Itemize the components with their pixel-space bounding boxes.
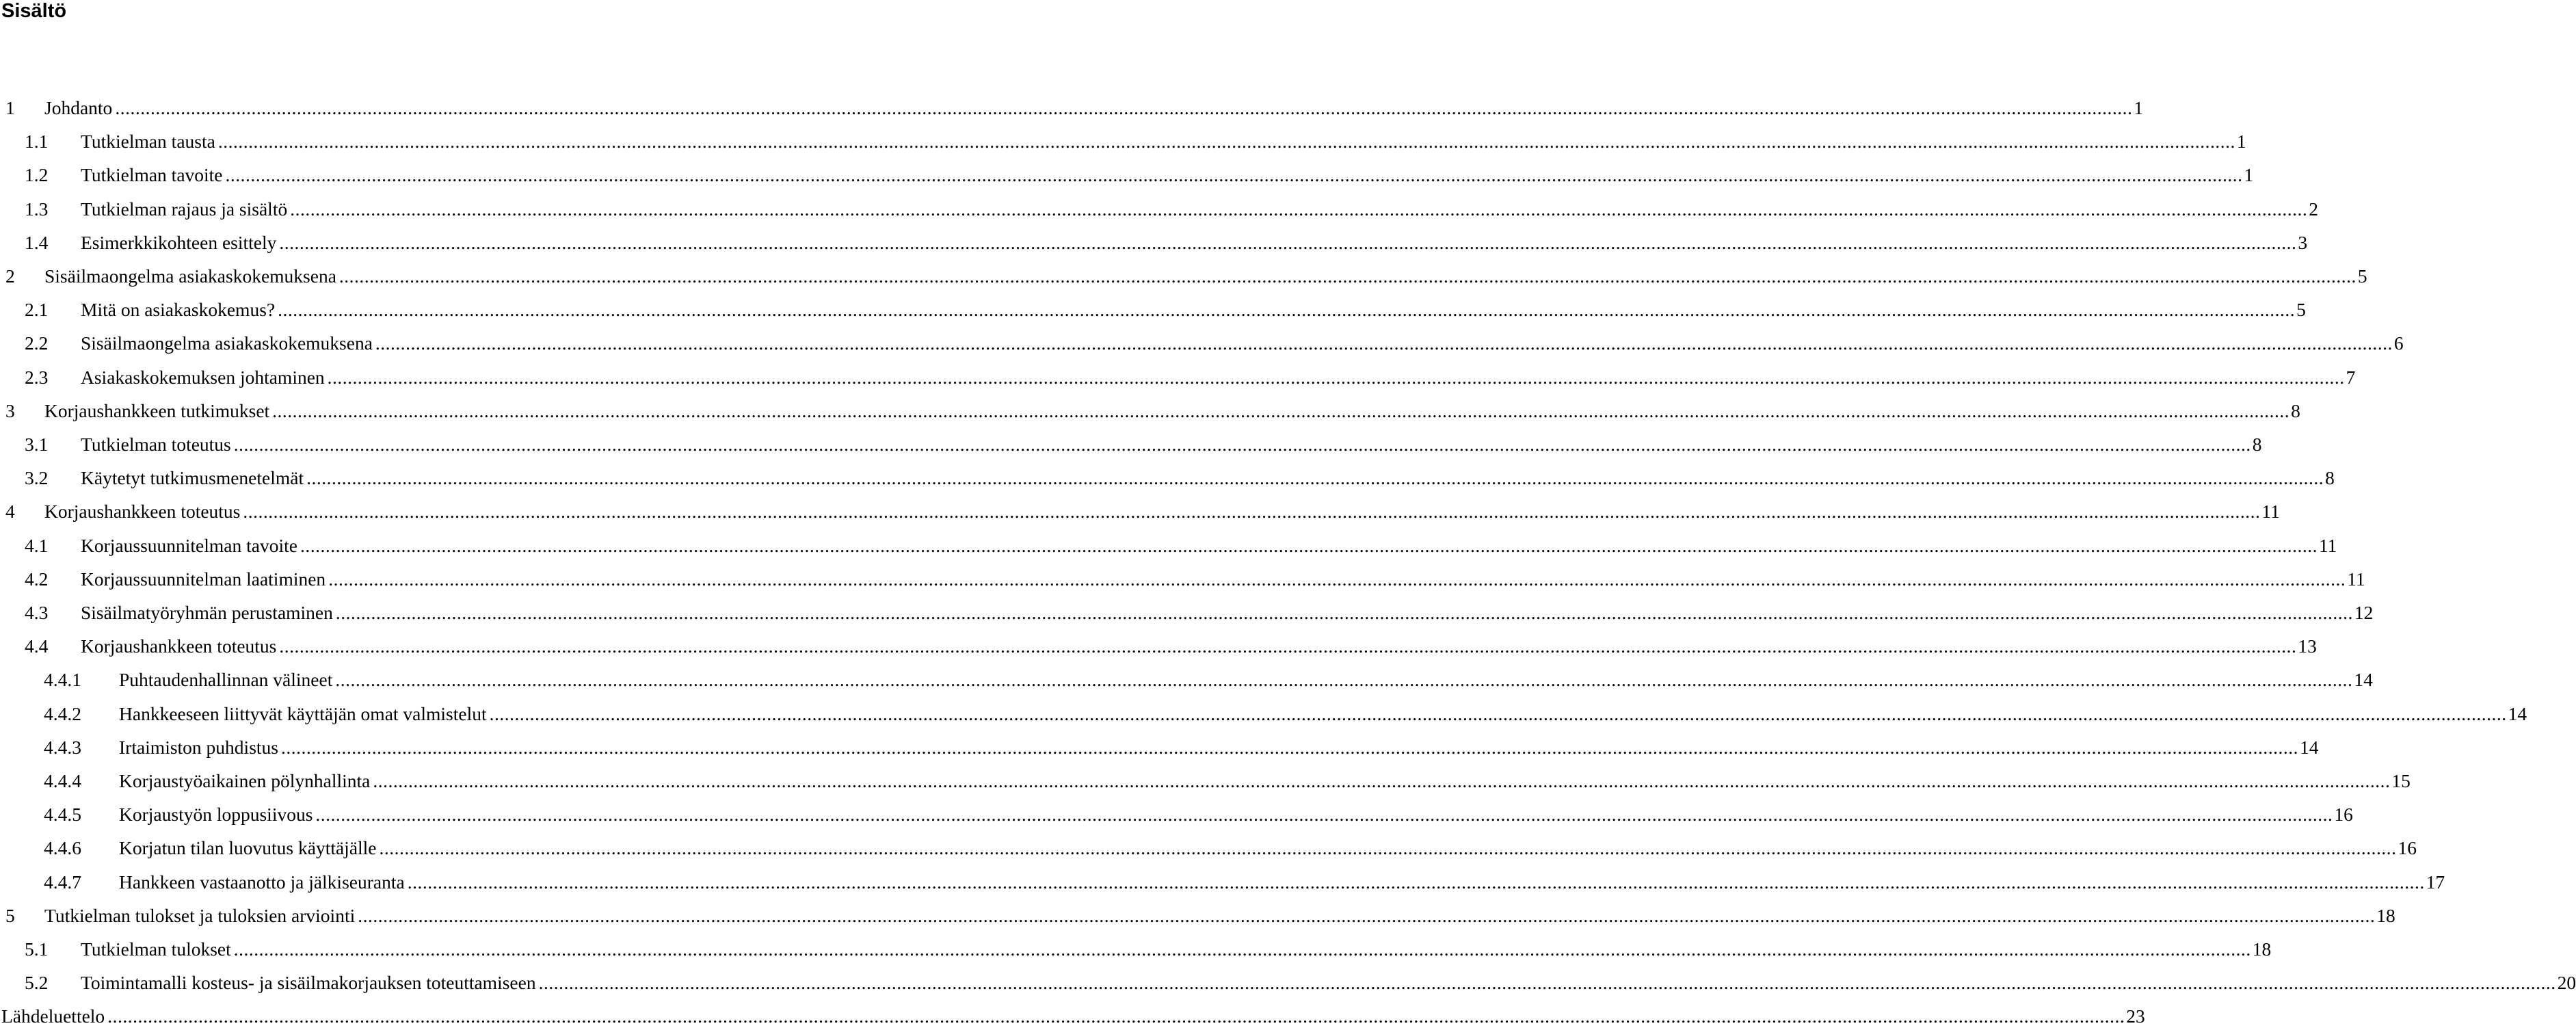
toc-entry-title: Sisäilmaongelma asiakaskokemuksena — [81, 332, 373, 354]
toc-entry-page-number: 8 — [2252, 434, 2262, 455]
toc-entry[interactable] — [0, 769, 2411, 793]
toc-entry[interactable] — [0, 803, 2353, 826]
toc-entry-title: Toimintamalli kosteus- ja sisäilmakorjauksen toteuttamiseen — [81, 972, 536, 994]
toc-entry-number: 5 — [5, 904, 15, 926]
toc-entry-number: 3.1 — [25, 434, 49, 455]
toc-entry-page-number: 6 — [2393, 332, 2404, 354]
dot-leader: ................................................................................................................................................................................................................................................................................................................................................................................................................ — [379, 837, 2397, 859]
toc-entry-number: 4.4.4 — [44, 770, 81, 791]
toc-entry[interactable] — [0, 298, 2306, 321]
dot-leader: ................................................................................................................................................................................................................................................................................................................................................................................................................ — [233, 938, 2251, 960]
toc-entry-page-number: 17 — [2426, 871, 2445, 893]
toc-entry-page-number: 5 — [2357, 265, 2367, 287]
toc-entry[interactable] — [0, 534, 2337, 557]
toc-entry-page-number: 11 — [2261, 501, 2280, 523]
toc-entry-page-number: 16 — [2398, 837, 2417, 859]
toc-entry[interactable] — [0, 836, 2417, 860]
toc-entry-page-number: 8 — [2325, 467, 2335, 489]
toc-entry[interactable] — [0, 198, 2318, 221]
toc-entry-page-number: 12 — [2354, 602, 2374, 623]
toc-entry-page-number: 20 — [2557, 972, 2576, 994]
dot-leader: ................................................................................................................................................................................................................................................................................................................................................................................................................ — [225, 164, 2243, 186]
toc-entry-number: 5.1 — [25, 938, 49, 960]
toc-entry-title: Puhtaudenhallinnan välineet — [119, 669, 333, 691]
toc-entry[interactable] — [0, 500, 2280, 523]
dot-leader: ................................................................................................................................................................................................................................................................................................................................................................................................................ — [281, 736, 2298, 758]
toc-entry-title: Esimerkkikohteen esittely — [81, 231, 277, 253]
toc-entry-title: Tutkielman tavoite — [81, 164, 223, 186]
toc-entry-number: 1.2 — [25, 164, 49, 186]
toc-entry-number: 4.4.6 — [44, 837, 81, 859]
toc-entry-title: Tutkielman tulokset — [81, 938, 231, 960]
toc-entry-number: 4.4.2 — [44, 702, 81, 724]
dot-leader: ................................................................................................................................................................................................................................................................................................................................................................................................................ — [217, 131, 2235, 153]
toc-entry-number: 4.4 — [25, 635, 49, 657]
toc-entry[interactable] — [0, 366, 2356, 389]
toc-entry-number: 5.2 — [25, 972, 49, 994]
toc-entry[interactable] — [0, 601, 2374, 624]
toc-entry[interactable] — [0, 736, 2319, 759]
toc-entry-title: Korjatun tilan luovutus käyttäjälle — [119, 837, 377, 859]
toc-entry[interactable] — [0, 433, 2262, 456]
toc-entry-page-number: 7 — [2346, 366, 2356, 388]
toc-entry-title: Korjaushankkeen toteutus — [44, 501, 241, 523]
toc-entry-title: Tutkielman rajaus ja sisältö — [81, 198, 288, 220]
toc-entry-page-number: 11 — [2318, 534, 2337, 556]
toc-entry-page-number: 11 — [2347, 568, 2365, 590]
toc-entry[interactable] — [0, 466, 2335, 490]
toc-entry-title: Korjaushankkeen toteutus — [81, 635, 277, 657]
toc-entry-number: 2.2 — [25, 332, 49, 354]
toc-entry[interactable] — [0, 702, 2527, 726]
toc-entry-title: Korjaustyön loppusiivous — [119, 804, 313, 826]
toc-entry[interactable] — [0, 568, 2365, 591]
toc-entry-page-number: 5 — [2296, 299, 2306, 321]
toc-entry-title: Sisäilmatyöryhmän perustaminen — [81, 602, 333, 623]
toc-entry-page-number: 1 — [2244, 164, 2254, 186]
toc-entry[interactable] — [0, 265, 2367, 288]
toc-entry-title: Lähdeluettelo — [1, 1005, 105, 1027]
toc-entry-number: 4.4.1 — [44, 669, 81, 691]
dot-leader: ................................................................................................................................................................................................................................................................................................................................................................................................................ — [375, 332, 2393, 354]
dot-leader: ................................................................................................................................................................................................................................................................................................................................................................................................................ — [272, 399, 2290, 421]
toc-entry-number: 2.3 — [25, 366, 49, 388]
toc-entry[interactable] — [0, 971, 2576, 994]
toc-entry-page-number: 15 — [2391, 770, 2411, 791]
toc-entry[interactable] — [0, 1005, 2145, 1028]
toc-entry[interactable] — [0, 231, 2308, 254]
toc-entry-title: Tutkielman toteutus — [81, 434, 231, 455]
toc-entry-page-number: 2 — [2309, 198, 2318, 220]
toc-entry-title: Asiakaskokemuksen johtaminen — [81, 366, 325, 388]
toc-entry-number: 1 — [5, 97, 15, 118]
toc-entry-page-number: 8 — [2291, 399, 2300, 421]
dot-leader: ................................................................................................................................................................................................................................................................................................................................................................................................................ — [335, 669, 2353, 691]
dot-leader: ................................................................................................................................................................................................................................................................................................................................................................................................................ — [328, 568, 2346, 590]
toc-entry-title: Tutkielman tulokset ja tuloksien arviointi — [44, 904, 356, 926]
toc-entry-number: 2.1 — [25, 299, 49, 321]
dot-leader: ................................................................................................................................................................................................................................................................................................................................................................................................................ — [538, 972, 2556, 994]
toc-entry-page-number: 14 — [2508, 702, 2527, 724]
toc-entry-title: Korjaushankkeen tutkimukset — [44, 399, 270, 421]
dot-leader: ................................................................................................................................................................................................................................................................................................................................................................................................................ — [279, 231, 2297, 253]
dot-leader: ................................................................................................................................................................................................................................................................................................................................................................................................................ — [279, 635, 2297, 657]
toc-entry-page-number: 14 — [2354, 669, 2373, 691]
toc-entry-number: 4.3 — [25, 602, 49, 623]
dot-leader: ................................................................................................................................................................................................................................................................................................................................................................................................................ — [243, 501, 2261, 523]
toc-entry-page-number: 1 — [2134, 97, 2144, 118]
toc-entry-page-number: 16 — [2334, 804, 2353, 826]
toc-entry-number: 4.1 — [25, 534, 49, 556]
toc-entry-title: Korjaussuunnitelman tavoite — [81, 534, 297, 556]
dot-leader: ................................................................................................................................................................................................................................................................................................................................................................................................................ — [489, 702, 2507, 724]
dot-leader: ................................................................................................................................................................................................................................................................................................................................................................................................................ — [335, 602, 2353, 623]
dot-leader: ................................................................................................................................................................................................................................................................................................................................................................................................................ — [407, 871, 2425, 893]
toc-entry[interactable] — [0, 96, 2144, 120]
toc-entry-title: Irtaimiston puhdistus — [119, 736, 278, 758]
toc-entry-number: 1.1 — [25, 131, 49, 153]
dot-leader: ................................................................................................................................................................................................................................................................................................................................................................................................................ — [233, 434, 2251, 455]
dot-leader: ................................................................................................................................................................................................................................................................................................................................................................................................................ — [327, 366, 2345, 388]
toc-entry-title: Mitä on asiakaskokemus? — [81, 299, 276, 321]
toc-entry-page-number: 18 — [2252, 938, 2272, 960]
toc-entry-title: Hankkeeseen liittyvät käyttäjän omat valmistelut — [119, 702, 487, 724]
toc-entry[interactable] — [0, 904, 2395, 927]
toc-entry-title: Johdanto — [44, 97, 113, 118]
toc-entry-title: Hankkeen vastaanotto ja jälkiseuranta — [119, 871, 405, 893]
toc-entry-page-number: 1 — [2236, 131, 2246, 153]
toc-entry-number: 2 — [5, 265, 15, 287]
toc-entry[interactable] — [0, 130, 2246, 153]
toc-entry-number: 4.4.5 — [44, 804, 81, 826]
toc-entry-page-number: 18 — [2376, 904, 2395, 926]
dot-leader: ................................................................................................................................................................................................................................................................................................................................................................................................................ — [278, 299, 2296, 321]
toc-entry-number: 4 — [5, 501, 15, 523]
toc-entry[interactable] — [0, 635, 2317, 658]
toc-entry-title: Korjaustyöaikainen pölynhallinta — [119, 770, 371, 791]
dot-leader: ................................................................................................................................................................................................................................................................................................................................................................................................................ — [315, 804, 2333, 826]
toc-entry-number: 4.4.3 — [44, 736, 81, 758]
toc-entry-title: Korjaussuunnitelman laatiminen — [81, 568, 326, 590]
toc-entry[interactable] — [0, 871, 2445, 894]
toc-entry-title: Käytetyt tutkimusmenetelmät — [81, 467, 304, 489]
toc-entry-title: Sisäilmaongelma asiakaskokemuksena — [44, 265, 336, 287]
toc-entry-page-number: 3 — [2298, 231, 2308, 253]
toc-entry-number: 1.3 — [25, 198, 49, 220]
dot-leader: ................................................................................................................................................................................................................................................................................................................................................................................................................ — [373, 770, 2391, 791]
page-title: Sisältö — [1, 0, 67, 22]
toc-entry[interactable] — [0, 399, 2300, 423]
dot-leader: ................................................................................................................................................................................................................................................................................................................................................................................................................ — [300, 534, 2318, 556]
dot-leader: ................................................................................................................................................................................................................................................................................................................................................................................................................ — [290, 198, 2308, 220]
toc-entry[interactable] — [0, 668, 2373, 691]
dot-leader: ................................................................................................................................................................................................................................................................................................................................................................................................................ — [306, 467, 2324, 489]
toc-entry-title: Tutkielman tausta — [81, 131, 215, 153]
toc-entry-number: 4.4.7 — [44, 871, 81, 893]
toc-entry-number: 3.2 — [25, 467, 49, 489]
toc-entry[interactable] — [0, 938, 2272, 961]
toc-entry-page-number: 23 — [2126, 1005, 2145, 1027]
toc-entry[interactable] — [0, 163, 2254, 187]
dot-leader: ................................................................................................................................................................................................................................................................................................................................................................................................................ — [115, 97, 2133, 118]
toc-entry-number: 4.2 — [25, 568, 49, 590]
toc-entry[interactable] — [0, 332, 2404, 355]
dot-leader: ................................................................................................................................................................................................................................................................................................................................................................................................................ — [338, 265, 2356, 287]
toc-entry-page-number: 14 — [2300, 736, 2319, 758]
dot-leader: ................................................................................................................................................................................................................................................................................................................................................................................................................ — [358, 904, 2376, 926]
toc-entry-number: 3 — [5, 399, 15, 421]
toc-entry-page-number: 13 — [2298, 635, 2317, 657]
toc-entry-number: 1.4 — [25, 231, 49, 253]
dot-leader: ................................................................................................................................................................................................................................................................................................................................................................................................................ — [107, 1005, 2125, 1027]
